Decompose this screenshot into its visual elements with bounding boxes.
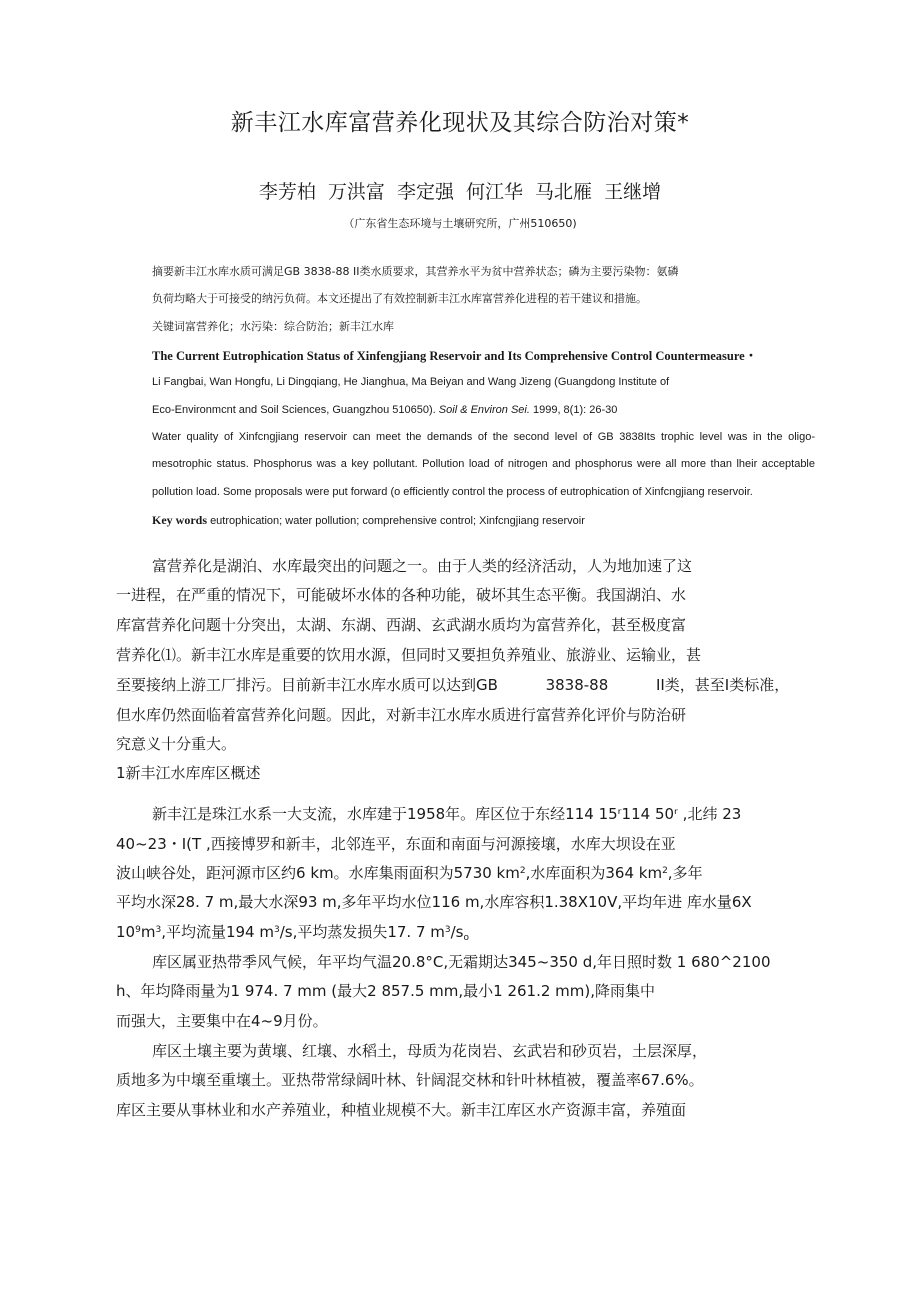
superscript: 3 [155,925,162,935]
body-line: $10^9m^3$,平均流量194 $m^3/s$,平均蒸发损失17. 7 $m^3/s_o$ [116,923,470,943]
body-line: 库区土壤主要为黄壤、红壤、水稻土，母质为花岗岩、玄武岩和砂页岩，土层深厚， [152,1042,708,1060]
english-title: The Current Eutrophication Status of Xinfengjiang Reservoir and Its Comprehensive Control Countermeasure・ [152,349,758,363]
body-line: 40~23・I(T ,西接博罗和新丰，北邻连平，东面和南面与河源接壤，水库大坝设在亚 [116,835,676,853]
abstract-cn-line: 摘要新丰江水库水质可满足GB 3838-88 II类水质要求，其营养水平为贫中营养状态；磷为主要污染物：氨磷 [152,265,679,278]
abstract-cn-line: 负荷均略大于可接受的纳污负荷。本文还提出了有效控制新丰江水库富营养化进程的若干建议和措施。 [152,292,647,305]
english-abstract-line: pollution load. Some proposals were put forward (o efficiently control the process of eutrophication of Xinfcngjiang reservoir. [152,486,753,498]
keywords-cn: 关键词富营养化；水污染：综合防治；新丰江水库 [152,320,394,333]
citation: 1999, 8(1): 26-30 [532,404,618,416]
superscript: 2 [662,866,668,876]
superscript: 9 [135,925,141,935]
body-line: 库区主要从事林业和水产养殖业，种植业规模不大。新丰江库区水产资源丰富，养殖面 [116,1101,687,1119]
superscript: 3 [273,925,280,935]
section-heading: 1新丰江水库库区概述 [116,764,261,782]
body-line: 库区属亚热带季风气候，年平均气温20.8°C,无霜期达345~350 d,年日照时数 1 680^2100 [152,953,771,971]
body-line: 波山峡谷处，距河源市区约6 km。水库集雨面积为5730 $km^2$,水库面积为364 $km^2$,多年 [116,864,703,882]
body-line: 新丰江是珠江水系一大支流，水库建于1958年。库区位于东经114 15ʳ114 50ʳ ,北纬 23 [152,805,742,823]
journal-name: Soil & Environ Sei. [438,404,530,416]
superscript: 3 [444,925,451,935]
body-line: h、年均降雨量为1 974. 7 mm (最大2 857.5 mm,最小1 261.2 mm),降雨集中 [116,982,656,1000]
body-line: 至要接纳上游工厂排污。目前新丰江水库水质可以达到GB 3838-88 II类，甚至I类标准， [116,676,790,694]
english-abstract-line: Water quality of Xinfcngjiang reservoir can meet the demands of the second level of GB 3838Its trophic level was in the oligo- [152,431,815,443]
body-line: 而强大，主要集中在4~9月份。 [116,1012,328,1030]
affiliation: （广东省生态环境与土壤研究所，广州510650) [343,217,577,230]
superscript: 2 [519,866,526,876]
english-citation-line [152,404,617,416]
body-line: 究意义十分重大。 [116,735,237,753]
keywords-en [152,513,585,528]
keywords-list: eutrophication; water pollution; comprehensive control; Xinfcngjiang reservoir [210,515,585,527]
keywords-label: Key words [152,513,207,527]
subscript: o [463,933,470,943]
body-line: 营养化⑴。新丰江水库是重要的饮用水源，但同时又要担负养殖业、旅游业、运输业，甚 [116,646,702,664]
body-line: 一进程，在严重的情况下，可能破坏水体的各种功能，破坏其生态平衡。我国湖泊、水 [116,586,687,604]
body-line: 库富营养化问题十分突出，太湖、东湖、西湖、玄武湖水质均为富营养化，甚至极度富 [116,616,687,634]
english-abstract-line: mesotrophic status. Phosphorus was a key pollutant. Pollution load of nitrogen and phosphorus were all more than lheir acceptable [152,458,815,470]
english-authors-line: Li Fangbai, Wan Hongfu, Li Dingqiang, He Jianghua, Ma Beiyan and Wang Jizeng (Guangdong Institute of [152,376,670,388]
body-line: 富营养化是湖泊、水库最突出的问题之一。由于人类的经济活动，人为地加速了这 [152,557,693,575]
body-line: 但水库仍然面临着富营养化问题。因此，对新丰江水库水质进行富营养化评价与防治研 [116,706,687,724]
body-line: 质地多为中壤至重壤土。亚热带常绿阔叶林、针阔混交林和针叶林植被，覆盖率67.6%。 [116,1071,704,1089]
authors-cn: 李芳柏 万洪富 李定强 何江华 马北雁 王继增 [258,181,662,203]
body-line: 平均水深28. 7 m,最大水深93 m,多年平均水位116 m,水库容积1.38X10V,平均年进 库水量6X [116,893,752,911]
paper-title: 新丰江水库富营养化现状及其综合防治对策* [230,110,690,136]
english-authors-line: Eco-Environmcnt and Soil Sciences, Guangzhou 510650). [152,404,436,416]
